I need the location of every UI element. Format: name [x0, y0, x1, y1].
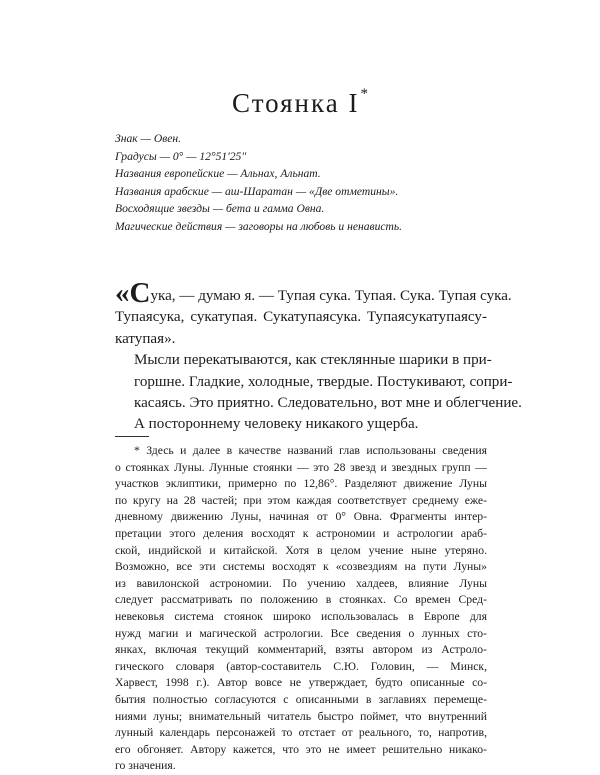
paragraph-2 [115, 350, 522, 436]
footnote-line: по кругу на 28 частей; при этом каждая соответствует среднему еже- [115, 493, 487, 507]
text-line: катупая». [115, 330, 176, 347]
footnote-line: следует рассматривать по положению в стоянках. Со времен Сред- [115, 593, 487, 607]
footnote-line: * Здесь и далее в качестве названий глав использованы сведения [134, 444, 487, 457]
footnote-line: гического словаря (автор-составитель С.Ю. Головин, — Минск, [115, 659, 487, 673]
footnote-line: его обгоняет. Автору кажется, что это не имеет решительно никако- [115, 742, 487, 756]
meta-magic-actions: Магические действия — заговоры на любовь и ненависть. [115, 219, 403, 233]
text-line-content: ука, — думаю я. — Тупая сука. Тупая. Сука. Тупая сука. [150, 288, 512, 304]
footnote-line: дневному движению Луны, начиная от 0° Овна. Фрагменты интер- [115, 510, 487, 524]
footnote-line: невековья система стоянок широко использовалась в Европе для [115, 609, 487, 623]
paragraph-1 [115, 277, 512, 350]
footnote-line: ской, индийской и китайской. Хотя в целом учение ныне утеряно. [115, 543, 487, 557]
chapter-epigraph [115, 130, 495, 236]
footnote-line: претации этого деления восходят к астрономии и астрологии араб- [115, 526, 487, 540]
footnote [115, 443, 487, 775]
drop-cap [115, 277, 150, 309]
text-line: горшне. Гладкие, холодные, твердые. Постукивают, сопри- [134, 373, 513, 390]
footnote-line: бытия полностью согласуются с описанными в заглавиях перемеще- [115, 692, 487, 706]
footnote-mark: * [360, 86, 368, 102]
footnote-line: участков эклиптики, примерно по 12,86°. Разделяют движение Луны [115, 477, 487, 491]
footnote-line: нужд магии и магической астрологии. Все сведения о лунных сто- [115, 626, 487, 640]
meta-degrees: Градусы — 0° — 12°51′25″ [115, 149, 247, 163]
text-line: А постороннему человеку никакого ущерба. [134, 416, 419, 433]
text-line [115, 277, 512, 309]
chapter-title-text: Стоянка I [232, 88, 360, 118]
footnote-line: лунный календарь персонажей то отстает от реального, то, напротив, [115, 726, 487, 740]
chapter-title [0, 88, 600, 119]
meta-rising-stars: Восходящие звезды — бета и гамма Овна. [115, 202, 325, 216]
meta-european-names: Названия европейские — Альнах, Альнат. [115, 167, 321, 181]
meta-arabic-names: Названия арабские — аш-Шаратан — «Две отметины». [115, 184, 399, 198]
footnote-line: го значения. [115, 759, 176, 773]
drop-cap-quote: « [115, 277, 130, 309]
main-text [115, 277, 522, 436]
text-line: Мысли перекатываются, как стеклянные шарики в при- [134, 352, 492, 369]
drop-cap-letter: С [129, 277, 151, 309]
text-line: Тупаясука, сукатупая. Сукатупаясука. Тупаясукатупаясу- [115, 309, 487, 326]
footnote-divider [115, 436, 149, 437]
footnote-line: о стоянках Луны. Лунные стоянки — это 28 звезд и звездных групп — [115, 460, 487, 474]
footnote-line: янках, включая текущий комментарий, взяты автором из Астроло- [115, 643, 487, 657]
footnote-line: Возможно, все эти системы восходят к «созвездиям на пути Луны» [115, 560, 487, 574]
footnote-line: Харвест, 1998 г.). Автор вовсе не утверждает, будто описанные со- [115, 676, 487, 690]
footnote-line: ниями луны; внимательный читатель быстро поймет, что внутренний [115, 709, 487, 723]
footnote-line: из вавилонской астрономии. По учению халдеев, влияние Луны [115, 576, 487, 590]
text-line: касаясь. Это приятно. Следовательно, вот мне и облегчение. [134, 395, 522, 412]
meta-sign: Знак — Овен. [115, 132, 182, 145]
